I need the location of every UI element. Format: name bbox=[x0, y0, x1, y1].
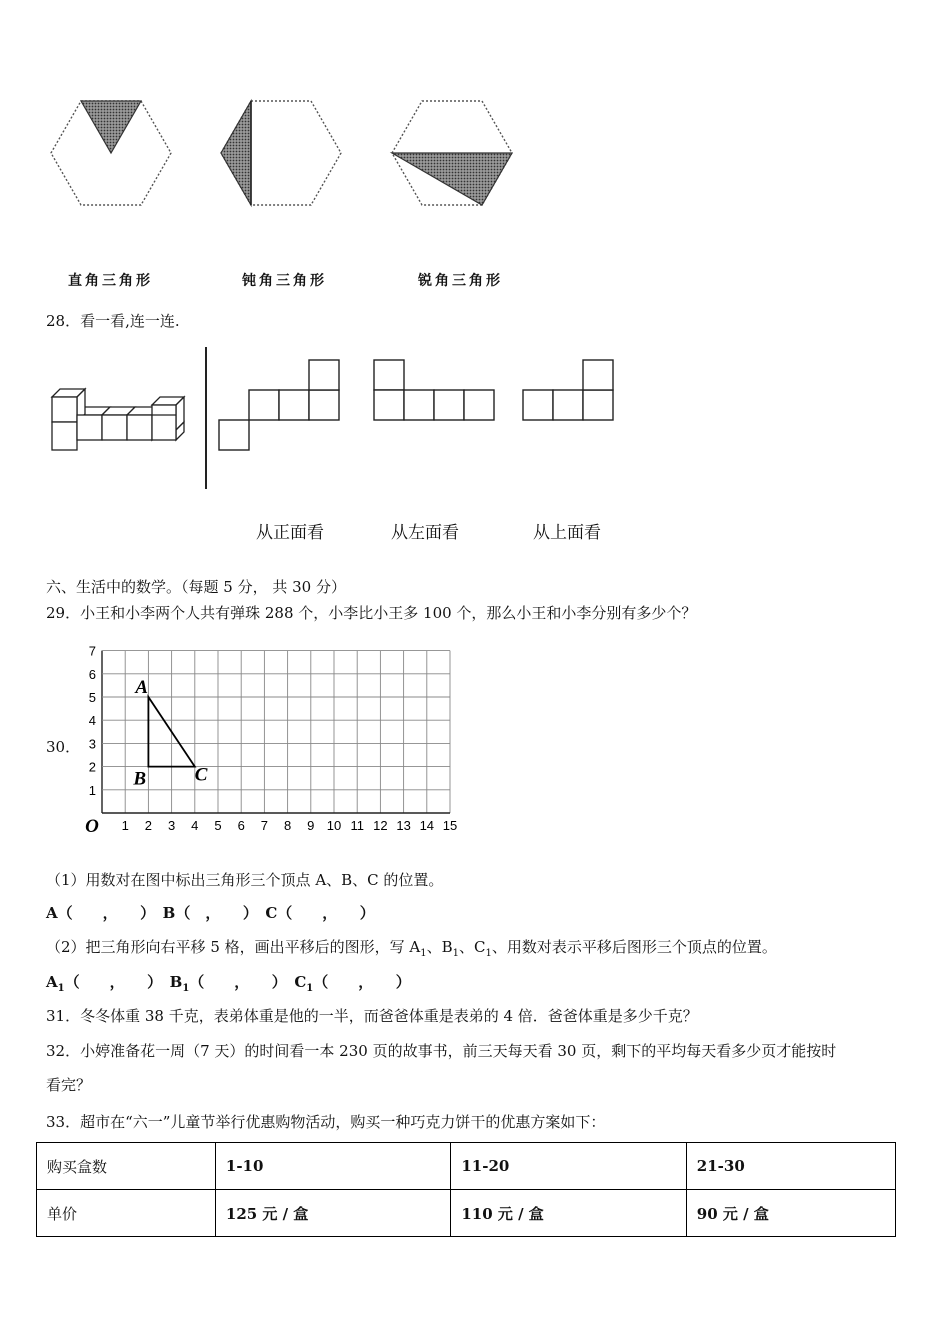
table-cell: 125 元 / 盒 bbox=[215, 1190, 450, 1237]
view-shape-c[interactable] bbox=[523, 360, 613, 420]
q30-answer2[interactable]: $A_1$（ ， ） $B_1$（ ， ） $C_1$（ ， ） bbox=[46, 973, 411, 994]
hexagon-figures bbox=[40, 90, 540, 220]
section-6-heading: 六、生活中的数学。（每题 5 分， 共 30 分） bbox=[46, 578, 346, 596]
q28-divider-line bbox=[205, 347, 207, 489]
vertex-label: A bbox=[135, 677, 149, 698]
q28-cube-figure bbox=[46, 385, 186, 455]
x-tick-label: 10 bbox=[326, 818, 342, 833]
q30-number: 30． bbox=[46, 738, 81, 756]
x-tick-label: 13 bbox=[396, 818, 411, 833]
vertex-label: C bbox=[194, 764, 208, 786]
x-tick-label: 12 bbox=[373, 818, 388, 833]
vertex-label: B bbox=[133, 768, 147, 790]
hexagon-acute-triangle bbox=[392, 101, 512, 205]
x-tick-label: 8 bbox=[283, 818, 292, 833]
q30-part2: （2）把三角形向右平移 5 格，画出平移后的图形，写 $A_1$、$B_1$、$C_1$、用数对表示平移后图形三个顶点的位置。 bbox=[46, 938, 777, 959]
grid-lines bbox=[102, 651, 450, 813]
q33-offer-table bbox=[36, 1142, 896, 1237]
hexagon-obtuse-triangle bbox=[221, 101, 341, 205]
label-right-triangle: 直角三角形 bbox=[68, 273, 153, 289]
x-tick-label: 11 bbox=[350, 818, 364, 833]
x-tick-label: 7 bbox=[260, 818, 269, 833]
x-tick-label: 14 bbox=[419, 818, 435, 833]
table-cell: 21-30 bbox=[686, 1143, 895, 1190]
table-cell: 90 元 / 盒 bbox=[686, 1190, 895, 1237]
x-tick-label: 4 bbox=[191, 818, 199, 833]
view-shape-b[interactable] bbox=[374, 360, 494, 420]
q31-text: 31．冬冬体重 38 千克，表弟体重是他的一半，而爸爸体重是表弟的 4 倍．爸爸体重是多少千克？ bbox=[46, 1007, 698, 1025]
y-tick-label: 7 bbox=[88, 643, 96, 659]
table-cell: 11-20 bbox=[451, 1143, 686, 1190]
hexagon-right-triangle bbox=[51, 101, 171, 205]
label-acute-triangle: 锐角三角形 bbox=[418, 273, 503, 289]
y-tick-label: 2 bbox=[88, 759, 96, 775]
y-tick-label: 3 bbox=[88, 736, 96, 752]
x-tick-label: 2 bbox=[144, 818, 153, 833]
label-obtuse-triangle: 钝角三角形 bbox=[242, 273, 327, 289]
table-row bbox=[37, 1190, 896, 1237]
x-tick-label: 9 bbox=[307, 818, 315, 833]
x-tick-label: 3 bbox=[167, 818, 176, 833]
q32-line1: 32．小婷准备花一周（7 天）的时间看一本 230 页的故事书，前三天每天看 30 页，剩下的平均每天看多少页才能按时 bbox=[46, 1042, 837, 1060]
y-tick-label: 5 bbox=[88, 690, 96, 705]
table-cell: 1-10 bbox=[215, 1143, 450, 1190]
q32-line2: 看完？ bbox=[46, 1076, 92, 1094]
view-label-top[interactable]: 从上面看 bbox=[533, 523, 601, 543]
q28-view-shapes bbox=[215, 355, 620, 455]
view-label-front[interactable]: 从正面看 bbox=[256, 523, 324, 543]
y-tick-label: 6 bbox=[88, 666, 96, 682]
table-cell: 110 元 / 盒 bbox=[451, 1190, 686, 1237]
q30-part1: （1）用数对在图中标出三角形三个顶点 A、B、C 的位置。 bbox=[46, 871, 444, 889]
table-cell: 单价 bbox=[37, 1190, 216, 1237]
x-tick-label: 5 bbox=[214, 818, 222, 833]
q30-answer1[interactable]: A（ ， ） B（ ， ） C（ ， ） bbox=[46, 904, 375, 922]
q33-text: 33．超市在“六一”儿童节举行优惠购物活动，购买一种巧克力饼干的优惠方案如下： bbox=[46, 1113, 606, 1131]
origin-label: O bbox=[85, 816, 99, 837]
x-tick-label: 1 bbox=[121, 818, 129, 833]
triangle-abc bbox=[132, 677, 207, 790]
y-tick-label: 4 bbox=[88, 713, 96, 729]
table-row bbox=[37, 1143, 896, 1190]
q30-coordinate-grid bbox=[75, 640, 465, 840]
y-tick-label: 1 bbox=[88, 782, 96, 798]
grid-tick-labels bbox=[85, 644, 457, 837]
q28-title: 28．看一看,连一连. bbox=[46, 312, 180, 330]
x-tick-label: 6 bbox=[237, 818, 245, 833]
view-label-left[interactable]: 从左面看 bbox=[391, 523, 459, 543]
x-tick-label: 15 bbox=[442, 818, 458, 833]
view-shape-a[interactable] bbox=[219, 360, 339, 450]
table-cell: 购买盒数 bbox=[37, 1143, 216, 1190]
q29-text: 29．小王和小李两个人共有弹珠 288 个，小李比小王多 100 个，那么小王和小李分别有多少个？ bbox=[46, 604, 697, 622]
